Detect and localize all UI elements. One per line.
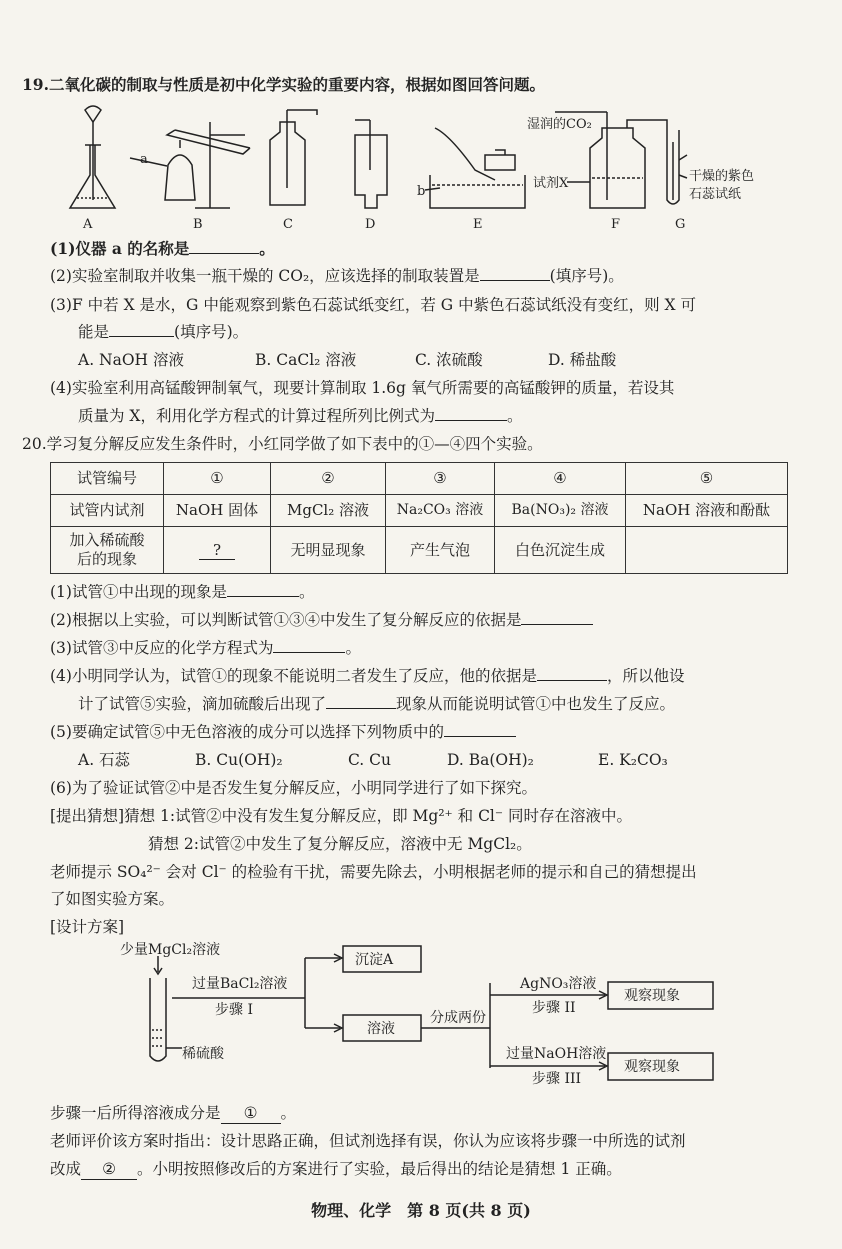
label-part-a: a xyxy=(140,152,148,167)
label-b: B xyxy=(193,217,203,232)
experiment-flowchart xyxy=(100,938,740,1103)
label-g: G xyxy=(675,217,686,232)
q20-s6: (6)为了验证试管②中是否发生复分解反应，小明同学进行了如下探究。 xyxy=(50,779,537,797)
q20-design: [设计方案] xyxy=(50,918,125,936)
flow-box-precip: 沉淀A xyxy=(355,952,394,968)
flow-step3: 步骤 III xyxy=(532,1071,582,1087)
table-row xyxy=(51,495,788,527)
flow-split: 分成两份 xyxy=(430,1010,486,1026)
q19-opt-b: B. CaCl₂ 溶液 xyxy=(255,351,357,369)
table-cell: 产生气泡 xyxy=(386,527,495,574)
apparatus-e-trough xyxy=(425,128,525,208)
apparatus-a-flask xyxy=(70,106,115,208)
apparatus-b-heating xyxy=(130,122,250,208)
q19-p3a: (3)F 中若 X 是水，G 中能观察到紫色石蕊试纸变红，若 G 中紫色石蕊试纸没有变红，则 X 可 xyxy=(50,296,696,314)
table-cell xyxy=(626,527,788,574)
apparatus-g-tube xyxy=(667,130,687,204)
table-cell: 无明显现象 xyxy=(271,527,386,574)
q20-eval2: 改成 ② 。小明按照修改后的方案进行了实验，最后得出的结论是猜想 1 正确。 xyxy=(50,1160,622,1178)
q20-hint2: 了如图实验方案。 xyxy=(50,890,175,908)
flow-step1-reagent: 过量BaCl₂溶液 xyxy=(192,976,288,992)
q20-opt5-c: C. Cu xyxy=(348,751,392,769)
q20-eval1: 老师评价该方案时指出：设计思路正确，但试剂选择有误，你认为应该将步骤一中所选的试剂 xyxy=(50,1132,686,1150)
flow-observe-2: 观察现象 xyxy=(624,1059,680,1075)
table-cell: MgCl₂ 溶液 xyxy=(271,495,386,527)
table-cell: 试管内试剂 xyxy=(51,495,164,527)
q20-opt5-b: B. Cu(OH)₂ xyxy=(195,751,283,769)
flow-step2: 步骤 II xyxy=(532,1000,576,1016)
label-d: D xyxy=(365,217,376,232)
flow-top-reagent: 少量MgCl₂溶液 xyxy=(120,942,221,958)
table-cell: 白色沉淀生成 xyxy=(495,527,626,574)
page-footer: 物理、化学 第 8 页(共 8 页) xyxy=(311,1201,531,1220)
q20-opt5-d: D. Ba(OH)₂ xyxy=(447,751,534,769)
apparatus-c-bottle xyxy=(270,110,317,205)
label-e: E xyxy=(473,217,483,232)
flow-step1: 步骤 I xyxy=(215,1002,253,1018)
table-cell: 加入稀硫酸 后的现象 xyxy=(51,527,164,574)
label-part-b: b xyxy=(417,184,426,199)
table-row xyxy=(51,527,788,574)
flow-observe-1: 观察现象 xyxy=(624,988,680,1004)
q19-opt-a: A. NaOH 溶液 xyxy=(78,351,185,369)
q20-s1: (1)试管①中出现的现象是 。 xyxy=(50,583,315,601)
table-cell: ⑤ xyxy=(626,463,788,495)
q20-stem: 20.学习复分解反应发生条件时，小红同学做了如下表中的①—④四个实验。 xyxy=(22,435,543,453)
q20-opt5-a: A. 石蕊 xyxy=(78,751,131,769)
q20-s3: (3)试管③中反应的化学方程式为 。 xyxy=(50,639,361,657)
label-f: F xyxy=(611,217,621,232)
flow-box-solution: 溶液 xyxy=(367,1021,395,1037)
q20-guess2: 猜想 2:试管②中发生了复分解反应，溶液中无 MgCl₂。 xyxy=(148,835,532,853)
label-g-paper-2: 石蕊试纸 xyxy=(689,187,742,202)
q20-hint1: 老师提示 SO₄²⁻ 会对 Cl⁻ 的检验有干扰，需要先除去，小明根据老师的提示和自己的猜想提出 xyxy=(50,863,697,881)
table-cell: Na₂CO₃ 溶液 xyxy=(386,495,495,527)
q20-opt5-e: E. K₂CO₃ xyxy=(598,751,668,769)
apparatus-figure xyxy=(55,100,795,235)
table-cell: NaOH 固体 xyxy=(164,495,271,527)
q20-s4a: (4)小明同学认为，试管①的现象不能说明二者发生了反应，他的依据是 ，所以他设 xyxy=(50,667,685,685)
q20-s5: (5)要确定试管⑤中无色溶液的成分可以选择下列物质中的 xyxy=(50,722,516,742)
experiment-table xyxy=(50,462,788,574)
label-g-paper-1: 干燥的紫色 xyxy=(689,169,755,184)
q19-stem: 19.二氧化碳的制取与性质是初中化学实验的重要内容，根据如图回答问题。 xyxy=(22,75,545,94)
flow-step3-reagent: 过量NaOH溶液 xyxy=(506,1046,607,1062)
q20-s4b: 计了试管⑤实验，滴加硫酸后出现了 现象从而能说明试管①中也发生了反应。 xyxy=(78,695,676,713)
q19-opt-c: C. 浓硫酸 xyxy=(415,351,483,369)
table-cell: ② xyxy=(271,463,386,495)
table-cell: NaOH 溶液和酚酞 xyxy=(626,495,788,527)
table-cell: ① xyxy=(164,463,271,495)
table-cell: Ba(NO₃)₂ 溶液 xyxy=(495,495,626,527)
label-a: A xyxy=(83,217,93,232)
q19-p1: (1)仪器 a 的名称是 。 xyxy=(50,239,275,258)
table-cell: ? xyxy=(164,527,271,574)
table-row xyxy=(51,463,788,495)
q19-p2: (2)实验室制取并收集一瓶干燥的 CO₂，应该选择的制取装置是 (填序号)。 xyxy=(50,267,624,285)
apparatus-d-bottle xyxy=(355,120,387,208)
q19-p4a: (4)实验室利用高锰酸钾制氧气，现要计算制取 1.6g 氧气所需要的高锰酸钾的质量，若设其 xyxy=(50,379,675,397)
flow-step2-reagent: AgNO₃溶液 xyxy=(520,976,597,992)
label-f-reagent: 试剂X xyxy=(533,176,569,191)
table-cell: 试管编号 xyxy=(51,463,164,495)
flow-tube-label: 稀硫酸 xyxy=(182,1046,224,1062)
q20-guess1: [提出猜想]猜想 1:试管②中没有发生复分解反应，即 Mg²⁺ 和 Cl⁻ 同时存在溶液中。 xyxy=(50,807,633,825)
q19-p3b: 能是 (填序号)。 xyxy=(78,323,249,341)
label-f-gas: 湿润的CO₂ xyxy=(527,117,592,132)
label-c: C xyxy=(283,217,293,232)
q20-s2: (2)根据以上实验，可以判断试管①③④中发生了复分解反应的依据是 xyxy=(50,610,593,630)
table-cell: ③ xyxy=(386,463,495,495)
table-cell: ④ xyxy=(495,463,626,495)
q19-p4b: 质量为 X，利用化学方程式的计算过程所列比例式为 。 xyxy=(78,407,523,425)
q20-after1: 步骤一后所得溶液成分是 ① 。 xyxy=(50,1104,297,1122)
q19-opt-d: D. 稀盐酸 xyxy=(548,351,617,369)
